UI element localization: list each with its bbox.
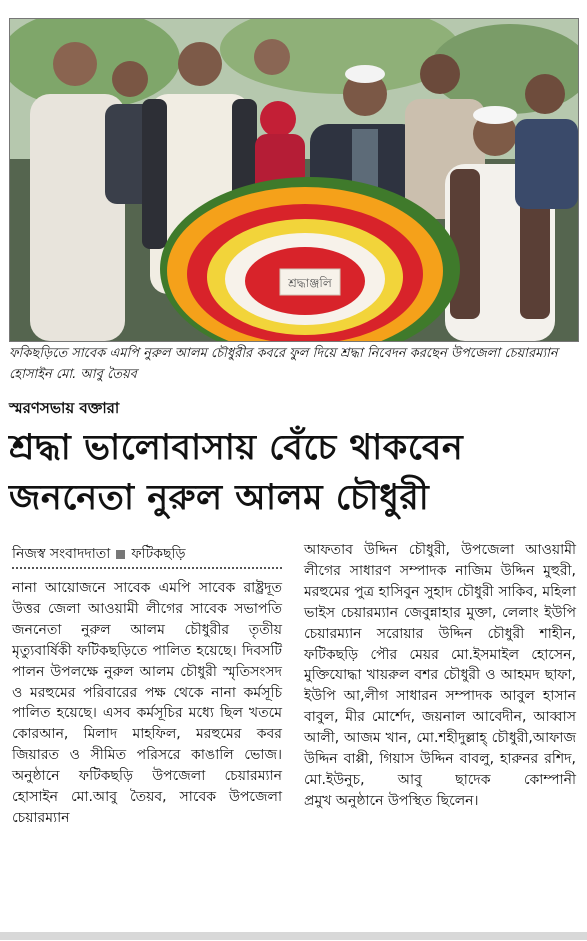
dotted-divider	[12, 567, 282, 569]
dateline-location: ফটিকছড়ি	[131, 546, 186, 562]
article-closing-line: প্রমুখ অনুষ্ঠানে উপস্থিত ছিলেন।	[304, 792, 479, 809]
article-column-left: নানা আয়োজনে সাবেক এমপি সাবেক রাষ্ট্রদূত উত্তর জেলা আওয়ামী লীগের সাবেক সভাপতি জননেতা নুরুল আলম চৌধুরীর তৃতীয় মৃত্যুবার্ষিকী ফটিকছড়িতে পালিত হয়েছে। দিবসটি পালন উপলক্ষে নুরুল আলম চৌধুরী স্মৃতিসংসদ ও মরহুমের পরিবারের পক্ষ থেকে নানা কর্মসূচি পালিত হয়েছে। এসব কর্মসূচির মধ্যে ছিল খতমে কোরআন, মিলাদ মাহফিল, মরহুমের কবর জিয়ারত ও সীমিত পরিসরে কাঙালি ভোজ। অনুষ্ঠানে ফটিকছড়ি উপজেলা চেয়ারম্যান হোসাইন মো.আবু তৈয়ব, সাবেক উপজেলা চেয়ারম্যান	[12, 580, 282, 826]
headline-line1: শ্রদ্ধা ভালোবাসায় বেঁচে থাকবেন	[9, 427, 464, 468]
news-photo	[9, 18, 579, 342]
photo-caption: ফকিছড়িতে সাবেক এমপি নুরুল আলম চৌধুরীর কবরে ফুল দিয়ে শ্রদ্ধা নিবেদন করছেন উপজেলা চেয়ারম্যান হোসাইন মো. আবু তৈয়ব	[9, 346, 558, 382]
wreath-label: শ্রদ্ধাঞ্জলি	[288, 276, 332, 290]
byline	[12, 542, 185, 566]
article-column-right	[304, 540, 576, 812]
headline-line2: জননেতা নুরুল আলম চৌধুরী	[9, 477, 430, 518]
reporter: নিজস্ব সংবাদদাতা	[12, 546, 111, 562]
article-column-right-text: আফতাব উদ্দিন চৌধুরী, উপজেলা আওয়ামী লীগের সাধারণ সম্পাদক নাজিম উদ্দিন মুহুরী, মরহুমের পুত্র হাসিবুন সুহাদ চৌধুরী সাকিব, মহিলা ভাইস চেয়ারম্যান জেবুন্নাহার মুক্তা, লেলাং ইউপি চেয়ারম্যান সরোয়ার উদ্দিন চৌধুরী শাহীন, ফটিকছড়ি পৌর মেয়র মো.ইসমাইল হোসেন, মুক্তিযোদ্ধা খায়রুল বশর চৌধুরী ও আহমদ ছাফা, ইউপি আ,লীগ সাধারন সম্পাদক আবুল হাসান বাবুল, মীর মোর্শেদ, জয়নাল আবেদীন, আব্বাস আলী, আজম খান, মো.শহীদুল্লাহ্ চৌধুরী,আফাজ উদ্দিন বাপ্পী, গিয়াস উদ্দিন বাবলু, হারুনর রশিদ, মো.ইউনুচ, আবু ছাদেক কোম্পানী	[304, 542, 576, 788]
kicker: স্মরণসভায় বক্তারা	[9, 399, 120, 417]
square-bullet-icon	[116, 550, 125, 559]
page-bottom-rule	[0, 932, 587, 940]
headline	[9, 423, 577, 523]
